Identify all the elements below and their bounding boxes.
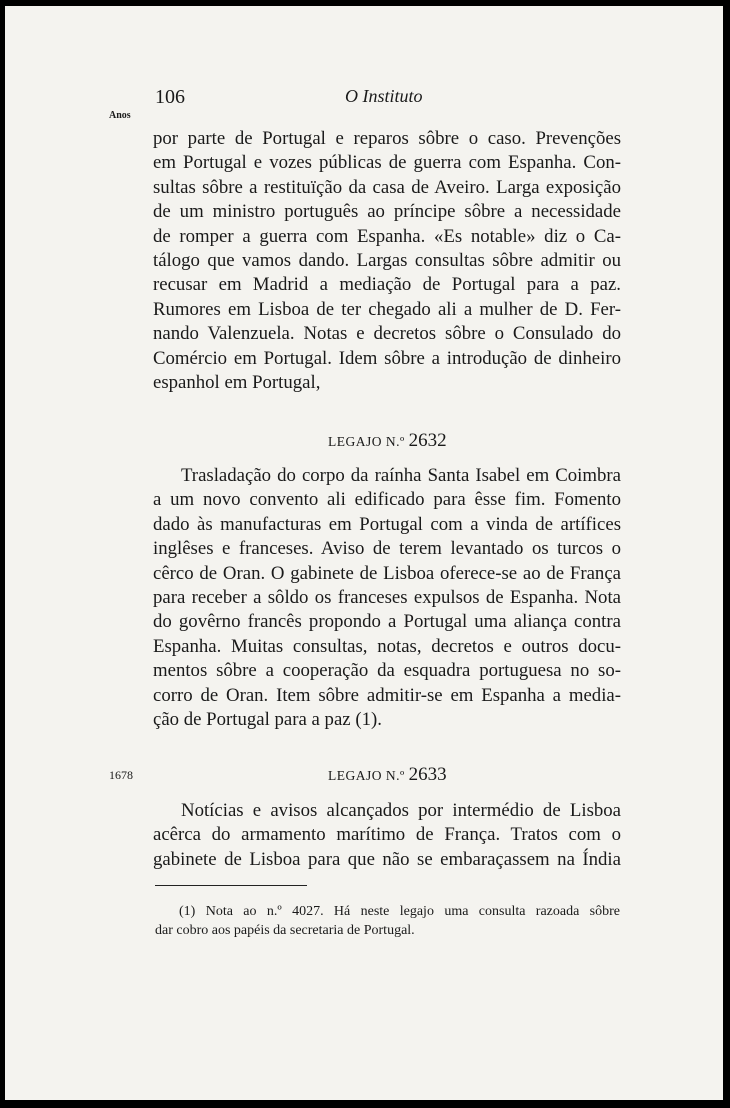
text-line: tálogo que vamos dando. Largas consultas sôbre admitir ou [153,250,621,272]
paragraph-1 [153,127,621,395]
text-line [153,708,621,732]
text-line: recusar em Madrid a mediação de Portugal para a paz. [153,274,621,296]
paragraph-3 [153,799,621,872]
text-line: sultas sôbre a restituïção da casa de Aveiro. Larga exposição [153,176,621,198]
text-line: de romper a guerra com Espanha. «Es notable» diz o Ca- [153,225,621,247]
text-line: Espanha. Muitas consultas, notas, decretos e outros docu- [153,635,621,657]
text-line: corro de Oran. Item sôbre admitir-se em Espanha a media- [153,684,621,706]
footnote-reference: (1). [355,709,382,731]
text-line: Trasladação do corpo da raínha Santa Isabel em Coimbra [181,465,621,486]
section-heading-legajo-2632 [328,430,447,452]
text-line: mentos sôbre a cooperação da esquadra portuguesa no so- [153,660,621,682]
text-line: nando Valenzuela. Notas e decretos sôbre o Consulado do [153,323,621,345]
text-line: Notícias e avisos alcançados por intermédio de Lisboa [181,800,621,821]
heading-label: LEGAJO N.º [328,768,405,783]
text-line: inglêses e franceses. Aviso de terem levantado os turcos o [153,538,621,560]
text-line: do govêrno francês propondo a Portugal uma aliança contra [153,611,621,633]
text-line-content: ção de Portugal para a paz [153,709,351,731]
footnote-line: dar cobro aos papéis da secretaria de Portugal. [155,922,415,938]
margin-note-anos: Anos [109,110,131,121]
text-line: cêrco de Oran. O gabinete de Lisboa oferece-se ao de França [153,562,621,584]
page-number: 106 [155,86,185,108]
running-title: O Instituto [345,86,423,106]
paragraph-2 [153,464,621,732]
document-page [5,6,723,1100]
footnote-text: Nota ao n.º 4027. Há neste legajo uma consulta razoada sôbre [205,904,621,919]
text-line: Rumores em Lisboa de ter chegado ali a mulher de D. Fer- [153,298,621,320]
text-line: espanhol em Portugal, [153,372,321,394]
section-heading-legajo-2633 [328,764,447,786]
heading-number: 2632 [408,430,447,451]
footnote [155,903,620,940]
heading-number: 2633 [408,764,447,785]
text-line: a um novo convento ali edificado para êsse fim. Fomento [153,489,621,511]
text-line: dado às manufacturas em Portugal com a vinda de artífices [153,513,621,535]
text-line: em Portugal e vozes públicas de guerra com Espanha. Con- [153,152,621,174]
heading-label: LEGAJO N.º [328,434,405,449]
text-line: por parte de Portugal e reparos sôbre o caso. Prevenções [153,128,621,149]
footnote-line [155,903,620,922]
footnote-marker: (1) [179,904,196,919]
footnote-divider [155,885,307,886]
text-line: Comércio em Portugal. Idem sôbre a introdução de dinheiro [153,347,621,369]
text-line: acêrca do armamento marítimo de França. Tratos com o [153,824,621,846]
text-line: de um ministro português ao príncipe sôbre a necessidade [153,201,621,223]
text-line: gabinete de Lisboa para que não se embaraçassem na Índia [153,848,621,870]
text-line: para receber a sôldo os franceses expulsos de Espanha. Nota [153,587,621,609]
margin-note-year: 1678 [109,768,133,782]
